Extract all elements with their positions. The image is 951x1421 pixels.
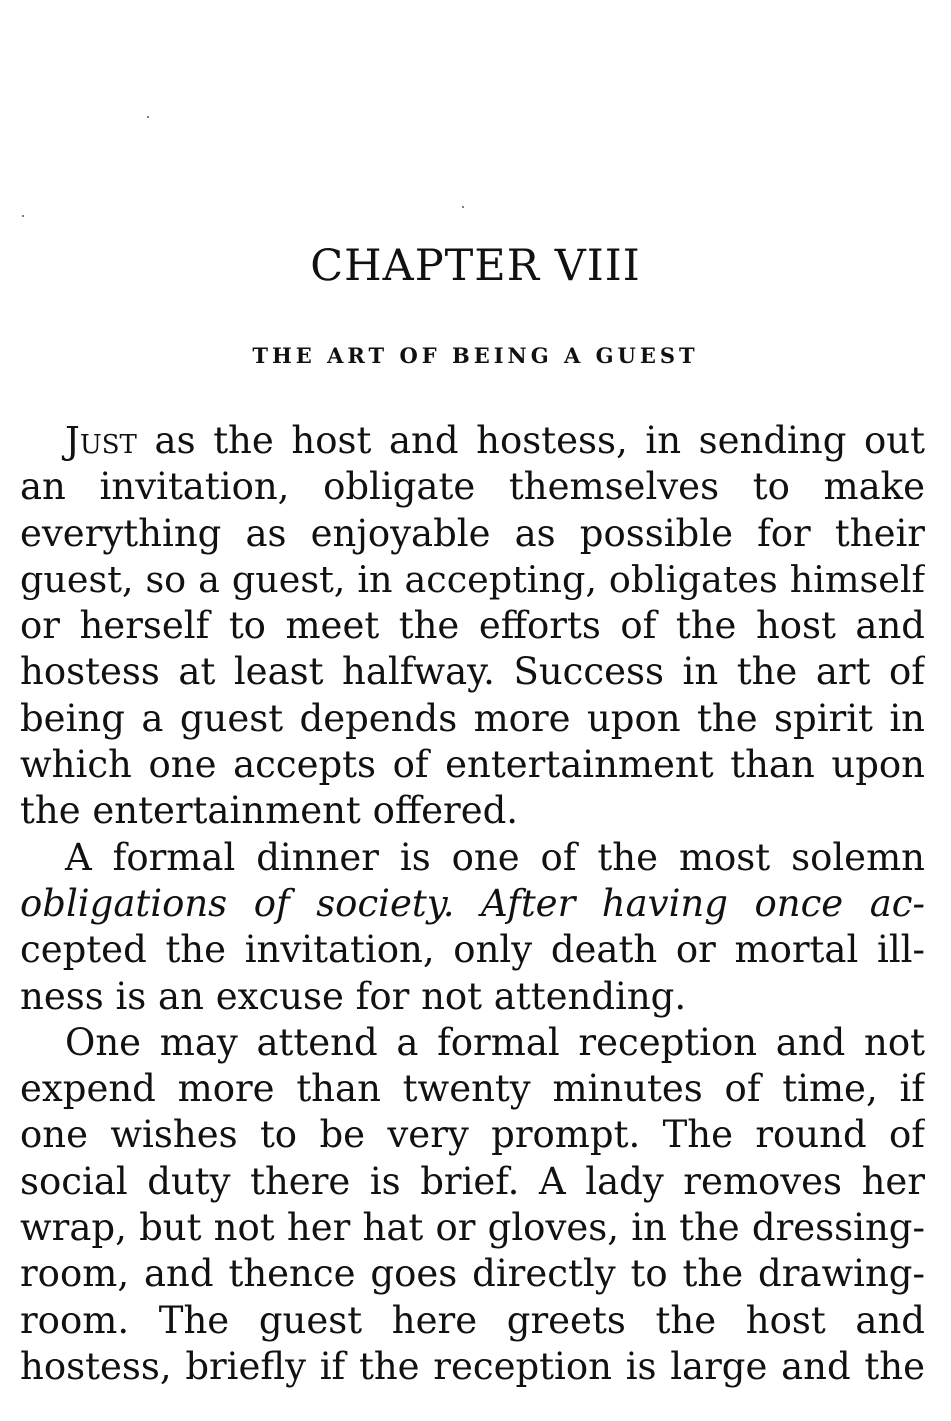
chapter-title: CHAPTER VIII — [310, 241, 641, 291]
text-line — [20, 418, 925, 464]
text-line: room. The guest here greets the host and — [20, 1298, 925, 1342]
text-line: the entertainment offered. — [20, 789, 519, 833]
text-line: expend more than twenty minutes of time, if — [20, 1067, 925, 1111]
print-speck — [462, 206, 464, 208]
text-line: an invitation, obligate themselves to make — [20, 465, 925, 509]
print-speck — [22, 215, 24, 217]
text-line: one wishes to be very prompt. The round of — [20, 1113, 925, 1157]
text-line: cepted the invitation, only death or mortal ill- — [20, 928, 925, 972]
text-line: being a guest depends more upon the spirit in — [20, 696, 925, 740]
text-line: social duty there is brief. A lady removes her — [20, 1159, 925, 1203]
chapter-subtitle: THE ART OF BEING A GUEST — [252, 343, 699, 368]
text-line: or herself to meet the efforts of the host and — [20, 604, 925, 648]
text-line: One may attend a formal reception and not — [65, 1020, 925, 1064]
text-line: wrap, but not her hat or gloves, in the dressing- — [20, 1206, 925, 1250]
text-line: which one accepts of entertainment than upon — [20, 743, 925, 787]
text-line-content: as the host and hostess, in sending out — [154, 419, 925, 462]
text-line: hostess, briefly if the reception is large and the — [20, 1344, 925, 1388]
text-line: guest, so a guest, in accepting, obligates himself — [20, 557, 925, 601]
text-line: everything as enjoyable as possible for their — [20, 511, 925, 555]
text-line: A formal dinner is one of the most solemn — [65, 835, 925, 879]
text-line: hostess at least halfway. Success in the art of — [20, 650, 925, 694]
text-line: obligations of society. After having once ac- — [20, 881, 925, 925]
chapter-body — [20, 418, 925, 1390]
text-line: room, and thence goes directly to the drawing- — [20, 1252, 925, 1296]
drop-word: Just — [65, 419, 137, 462]
print-speck — [147, 116, 149, 118]
text-line: ness is an excuse for not attending. — [20, 974, 687, 1018]
